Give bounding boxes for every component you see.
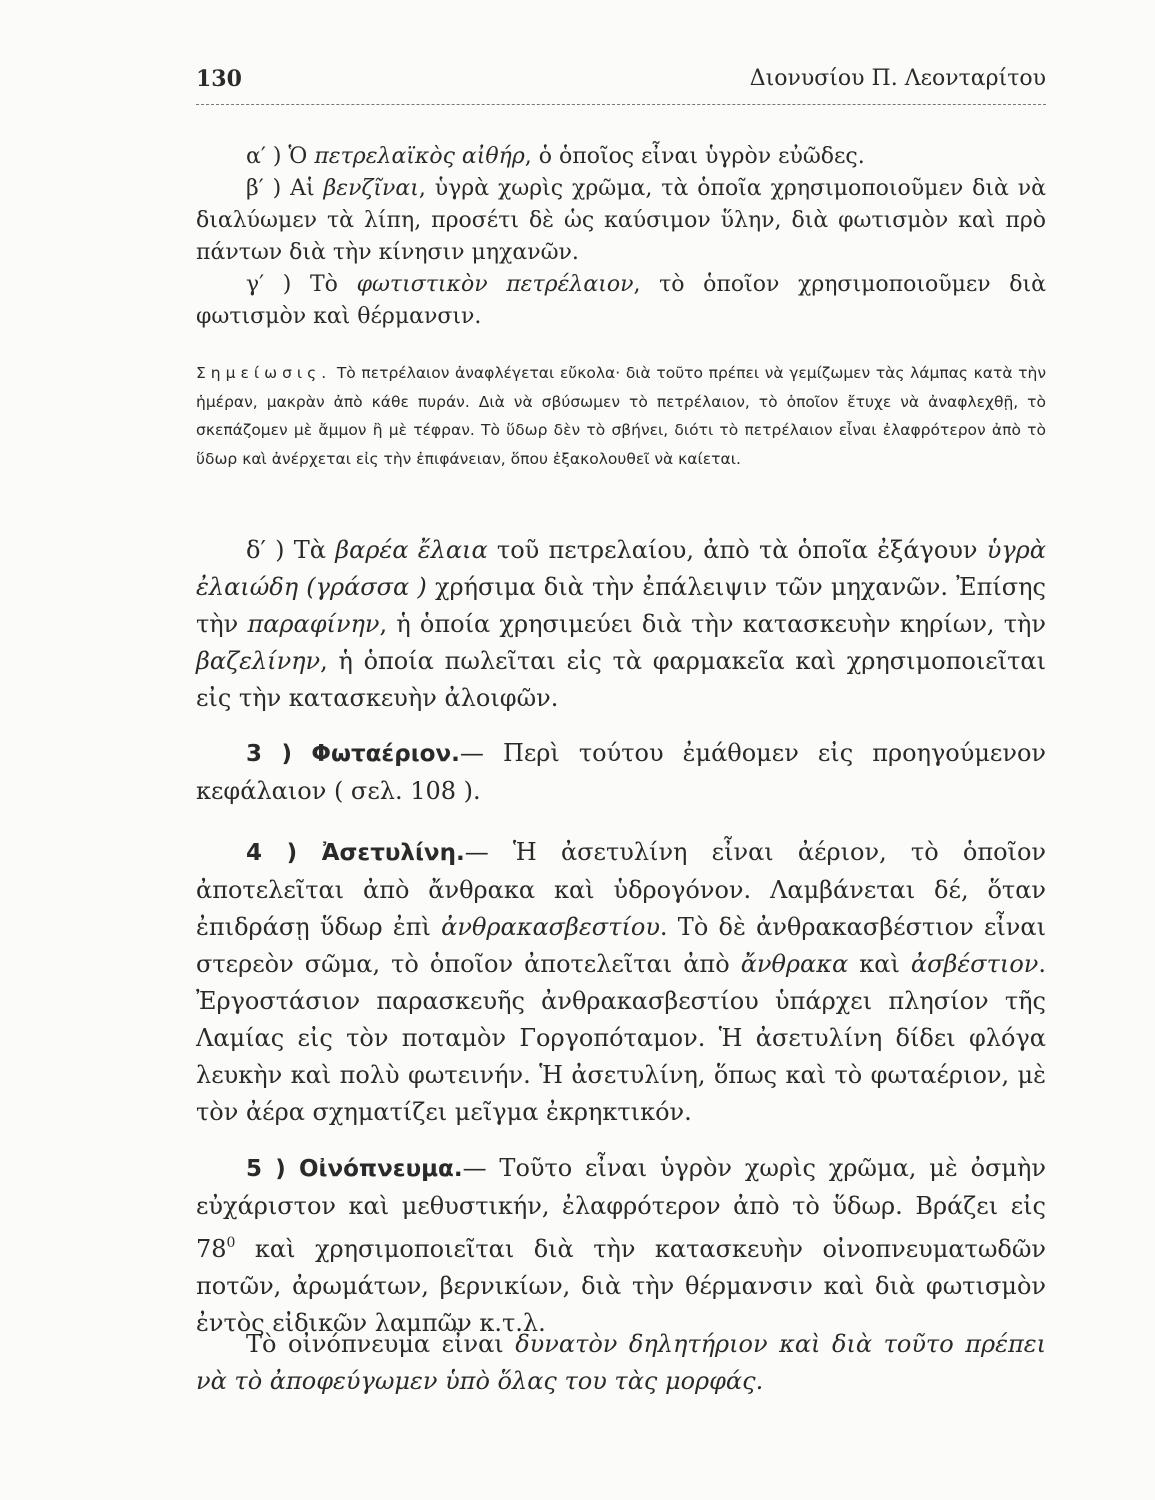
- closing-block: [196, 1326, 1046, 1400]
- item-delta: δ′ ) Τὰ βαρέα ἔλαια τοῦ πετρελαίου, ἀπὸ τὰ ὁποῖα ἐξάγουν ὑγρὰ ἐλαιώδη (γράσσα ) χρήσιμα διὰ τὴν ἐπάλειψιν τῶν μηχανῶν. Ἐπίσης τὴν παραφίνην, ἡ ὁποία χρησιμεύει διὰ τὴν κατασκευὴν κηρίων, τὴν βαζελίνην, ἡ ὁποία πωλεῖται εἰς τὰ φαρμακεῖα καὶ χρησιμοποιεῖται εἰς τὴν κατασκευὴν ἀλοιφῶν.: [196, 536, 1047, 712]
- item-alpha: α′ ) Ὁ πετρελαϊκὸς αἰθήρ, ὁ ὁποῖος εἶναι ὑγρὸν εὐῶδες.: [246, 144, 865, 169]
- page-header: [196, 66, 1046, 102]
- item-delta-block: [196, 532, 1046, 717]
- petroleum-products-list: [196, 141, 1046, 333]
- section-5: [196, 1150, 1046, 1342]
- section-4-heading: 4 ) Ἀσετυλίνη.: [246, 840, 465, 866]
- note-paragraph: Σημείωσις. Τὸ πετρέλαιον ἀναφλέγεται εὔκολα· διὰ τοῦτο πρέπει νὰ γεμίζωμεν τὰς λάμπας κατὰ τὴν ἡμέραν, μακρὰν ἀπὸ κάθε πυράν. Διὰ νὰ σβύσωμεν τὸ πετρέλαιον, τὸ ὁποῖον ἔτυχε νὰ ἀναφλεχθῇ, τὸ σκεπάζομεν μὲ ἄμμον ἢ μὲ τέφραν. Τὸ ὕδωρ δὲν τὸ σβήνει, διότι τὸ πετρέλαιον εἶναι ἐλαφρότερον ἀπὸ τὸ ὕδωρ καὶ ἀνέρχεται εἰς τὴν ἐπιφάνειαν, ὅπου ἐξακολουθεῖ νὰ καίεται.: [196, 364, 1046, 468]
- section-3: [196, 735, 1046, 810]
- section-4-paragraph: 4 ) Ἀσετυλίνη.— Ἡ ἀσετυλίνη εἶναι ἀέριον, τὸ ὁποῖον ἀποτελεῖται ἀπὸ ἄνθρακα καὶ ὑδρογόνον. Λαμβάνεται δέ, ὅταν ἐπιδράσῃ ὕδωρ ἐπὶ ἀνθρακασβεστίου. Τὸ δὲ ἀνθρακασβέστιον εἶναι στερεὸν σῶμα, τὸ ὁποῖον ἀποτελεῖται ἀπὸ ἄνθρακα καὶ ἀσβέστιον. Ἐργοστάσιον παρασκευῆς ἀνθρακασβεστίου ὑπάρχει πλησίον τῆς Λαμίας εἰς τὸν ποταμὸν Γοργοπόταμον. Ἡ ἀσετυλίνη δίδει φλόγα λευκὴν καὶ πολὺ φωτεινήν. Ἡ ἀσετυλίνη, ὅπως καὶ τὸ φωταέριον, μὲ τὸν ἀέρα σχηματίζει μεῖγμα ἐκρηκτικόν.: [196, 838, 1046, 1126]
- section-5-paragraph: 5 ) Οἰνόπνευμα.— Τοῦτο εἶναι ὑγρὸν χωρὶς χρῶμα, μὲ ὀσμὴν εὐχάριστον καὶ μεθυστικήν, ἐλαφρότερον ἀπὸ τὸ ὕδωρ. Βράζει εἰς $78^0$ καὶ χρησιμοποιεῖται διὰ τὴν κατασκευὴν οἰνοπνευματωδῶν ποτῶν, ἀρωμάτων, βερνικίων, διὰ τὴν θέρμανσιν καὶ διὰ φωτισμὸν ἐντὸς εἰδικῶν λαμπῶν κ.τ.λ.: [196, 1154, 1046, 1337]
- note-label: Σημείωσις.: [196, 364, 332, 382]
- note-block: [196, 359, 1046, 473]
- section-5-heading: 5 ) Οἰνόπνευμα.: [246, 1156, 463, 1182]
- section-3-heading: 3 ) Φωταέριον.: [246, 741, 460, 767]
- item-beta: β′ ) Αἱ βενζῖναι, ὑγρὰ χωρὶς χρῶμα, τὰ ὁποῖα χρησιμοποιοῦμεν διὰ νὰ διαλύωμεν τὰ λίπη, προσέτι δὲ ὡς καύσιμον ὕλην, διὰ φωτισμὸν καὶ πρὸ πάντων διὰ τὴν κίνησιν μηχανῶν.: [196, 176, 1046, 265]
- running-title: Διονυσίου Π. Λεονταρίτου: [749, 66, 1046, 91]
- closing-paragraph: Τὸ οἰνόπνευμα εἶναι δυνατὸν δηλητήριον καὶ διὰ τοῦτο πρέπει νὰ τὸ ἀποφεύγωμεν ὑπὸ ὅλας του τὰς μορφάς.: [196, 1330, 1047, 1395]
- page-number: 130: [196, 66, 242, 92]
- section-4: [196, 834, 1046, 1131]
- section-3-paragraph: 3 ) Φωταέριον.— Περὶ τούτου ἐμάθομεν εἰς προηγούμενον κεφάλαιον ( σελ. 108 ).: [196, 739, 1046, 805]
- header-rule: [196, 104, 1046, 105]
- item-gamma: γ′ ) Τὸ φωτιστικὸν πετρέλαιον, τὸ ὁποῖον χρησιμοποιοῦμεν διὰ φωτισμὸν καὶ θέρμανσιν.: [196, 272, 1047, 329]
